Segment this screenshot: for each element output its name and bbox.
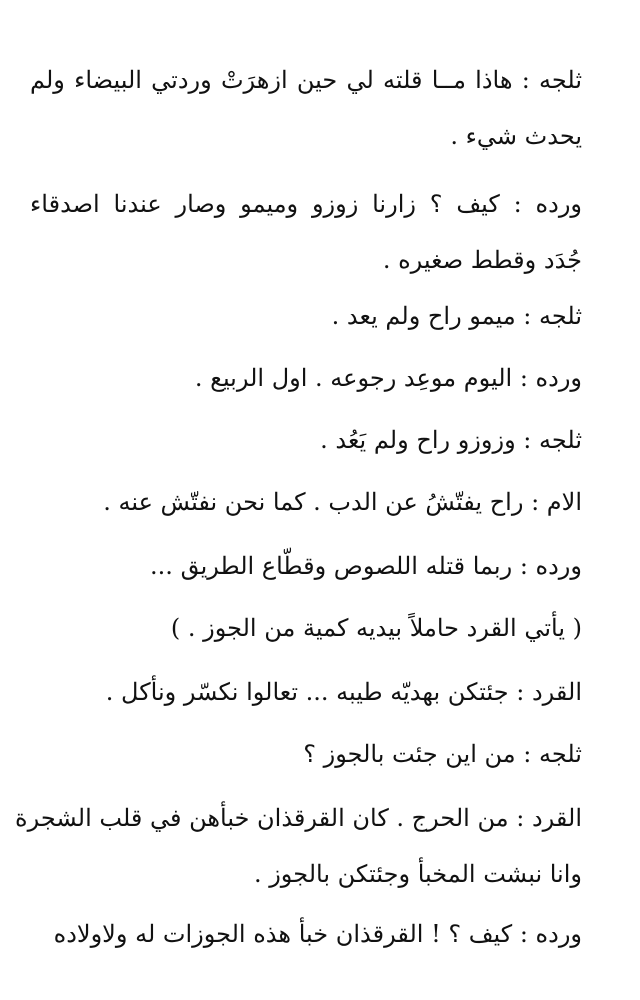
dialogue-thalja-4 [30, 726, 582, 782]
dialogue-warda-4 [30, 906, 582, 962]
text-line: الام : راح يفتّشُ عن الدب . كما نحن نفتّش عنه . [103, 488, 582, 516]
dialogue-thalja-2 [30, 288, 582, 344]
text-line: القرد : من الحرج . كان القرقذان خبأهن في قلب الشجرة [15, 804, 582, 832]
text-line: ورده : ربما قتله اللصوص وقطّاع الطريق ... [150, 552, 582, 580]
text-line: يحدث شيء . [450, 122, 582, 150]
text-line: ثلجه : ميمو راح ولم يعد . [331, 302, 582, 330]
text-line: ورده : كيف ؟ زارنا زوزو وميمو وصار عندنا اصدقاء [30, 190, 582, 218]
text-line: ورده : كيف ؟ ! القرقذان خبأ هذه الجوزات له ولاولاده [53, 920, 582, 948]
text-line: القرد : جئتكن بهديّه طيبه ... تعالوا نكسّر ونأكل . [105, 678, 582, 706]
dialogue-thalja-1 [30, 52, 582, 164]
stage-direction [30, 600, 582, 656]
dialogue-mother-1 [30, 474, 582, 530]
text-line: ( يأتي القرد حاملاً بيديه كمية من الجوز . ) [170, 614, 582, 642]
dialogue-warda-1 [30, 176, 582, 288]
dialogue-warda-2 [30, 350, 582, 406]
text-line: ثلجه : وزوزو راح ولم يَعُد . [320, 426, 582, 454]
dialogue-thalja-3 [30, 412, 582, 468]
text-line: جُدَد وقطط صغيره . [382, 246, 582, 274]
text-line: ثلجه : من اين جئت بالجوز ؟ [303, 740, 582, 768]
dialogue-monkey-2 [15, 790, 582, 902]
dialogue-warda-3 [30, 538, 582, 594]
text-line: ثلجه : هاذا مــا قلته لي حين ازهرَتْ وردتي البيضاء ولم [30, 66, 582, 94]
text-line: وانا نبشت المخبأ وجئتكن بالجوز . [253, 860, 582, 888]
text-line: ورده : اليوم موعِد رجوعه . اول الربيع . [194, 364, 582, 392]
dialogue-monkey-1 [30, 664, 582, 720]
